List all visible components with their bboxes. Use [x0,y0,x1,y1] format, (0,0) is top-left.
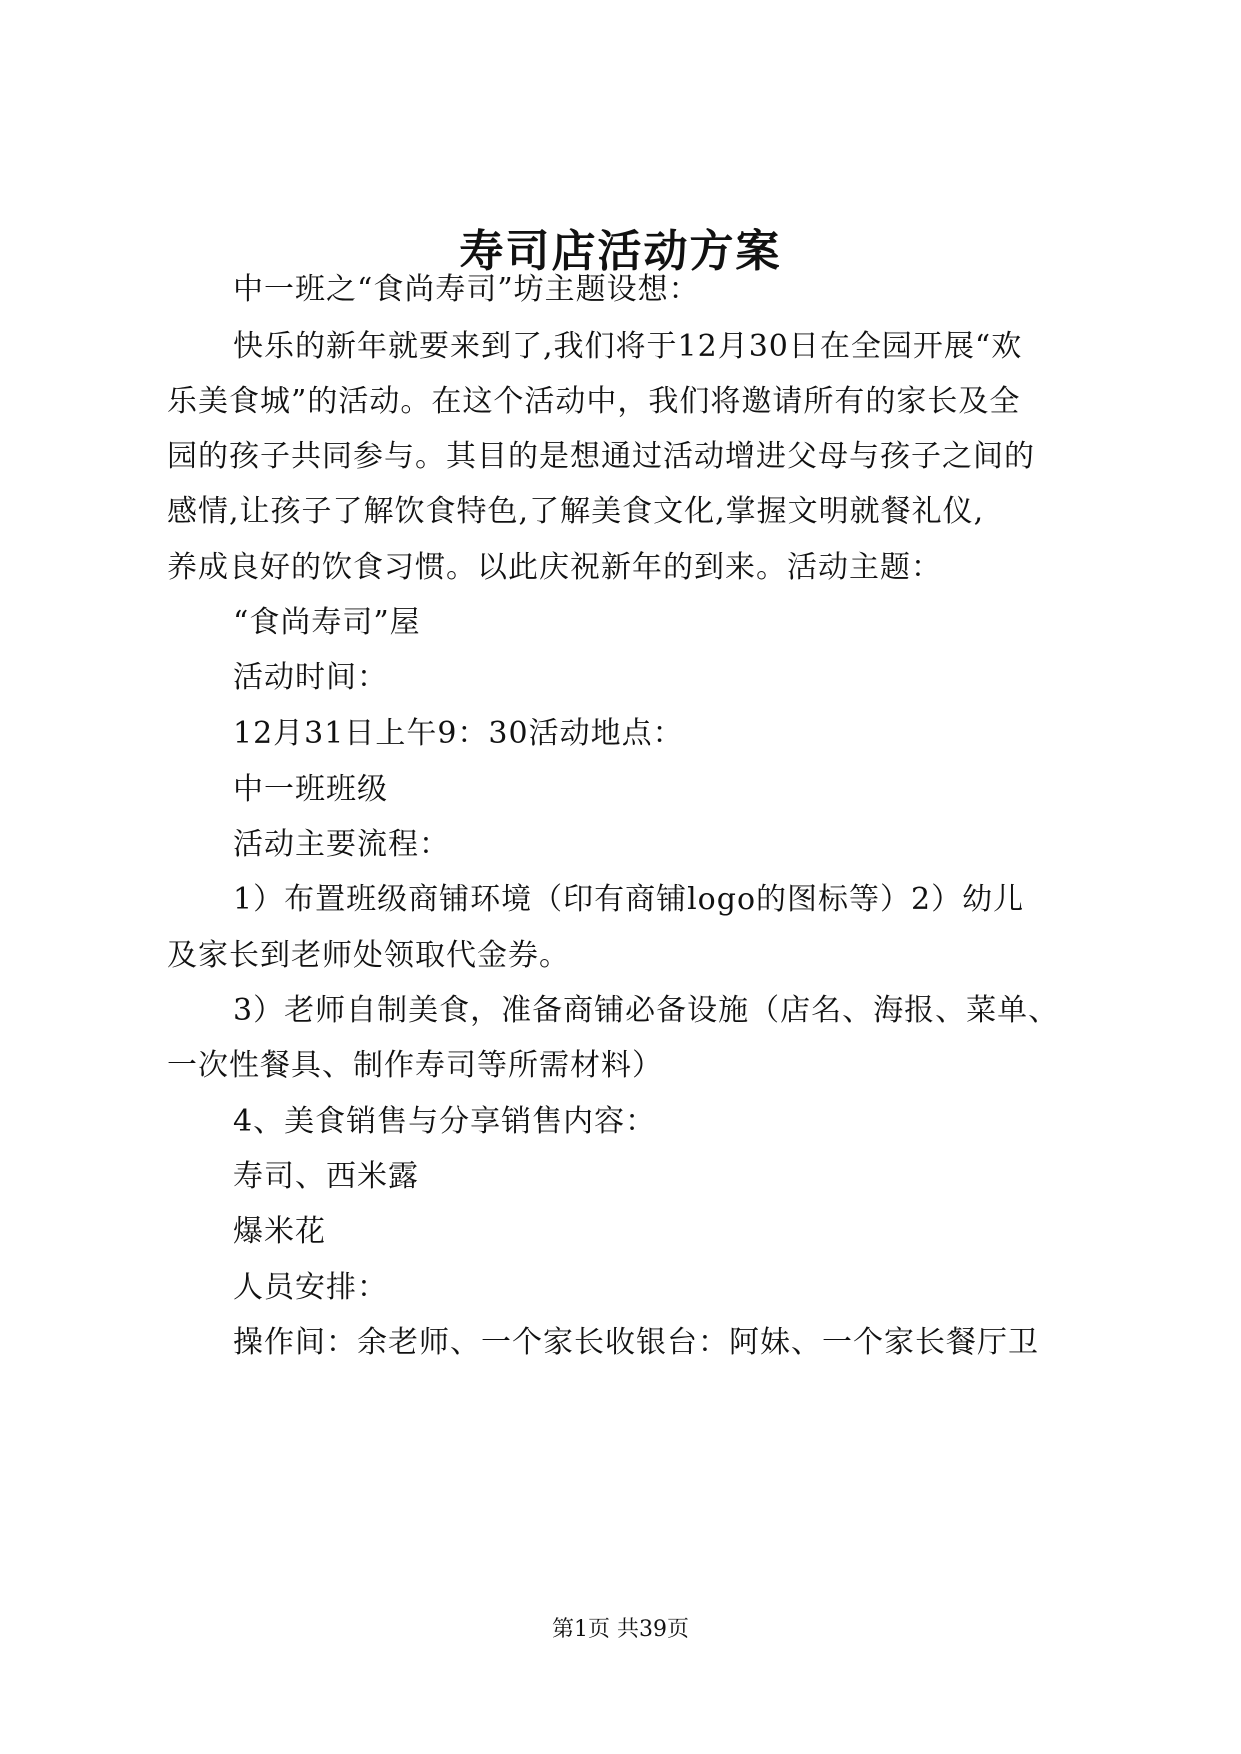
paragraph-line: 乐美食城”的活动。在这个活动中，我们将邀请所有的家长及全 [167,384,1021,419]
paragraph-line: 活动主要流程： [233,827,450,862]
paragraph-line: 中一班班级 [233,772,388,807]
paragraph-line: 中一班之“食尚寿司”坊主题设想： [233,272,700,307]
paragraph-line: 爆米花 [233,1214,326,1249]
paragraph-line: 操作间：余老师、一个家长收银台：阿妹、一个家长餐厅卫 [233,1325,1039,1360]
paragraph-line: “食尚寿司”屋 [233,605,421,640]
page-number-footer: 第1页 共39页 [552,1617,689,1642]
document-title: 寿司店活动方案 [459,226,782,277]
paragraph-line: 寿司、西米露 [233,1159,419,1194]
paragraph-line: 园的孩子共同参与。其目的是想通过活动增进父母与孩子之间的 [167,439,1035,474]
paragraph-line: 12月31日上午9：30活动地点： [233,716,684,751]
paragraph-line: 3）老师自制美食，准备商铺必备设施（店名、海报、菜单、 [233,993,1060,1028]
paragraph-line: 活动时间： [233,660,388,695]
paragraph-line: 养成良好的饮食习惯。以此庆祝新年的到来。活动主题： [167,550,942,585]
paragraph-line: 一次性餐具、制作寿司等所需材料） [167,1048,663,1083]
paragraph-line: 1）布置班级商铺环境（印有商铺logo的图标等）2）幼儿 [233,882,1025,917]
paragraph-line: 4、美食销售与分享销售内容： [233,1104,657,1139]
paragraph-line: 快乐的新年就要来到了,我们将于12月30日在全园开展“欢 [233,329,1023,364]
paragraph-line: 感情,让孩子了解饮食特色,了解美食文化,掌握文明就餐礼仪, [167,494,985,529]
paragraph-line: 及家长到老师处领取代金券。 [167,938,570,973]
paragraph-line: 人员安排： [233,1270,388,1305]
